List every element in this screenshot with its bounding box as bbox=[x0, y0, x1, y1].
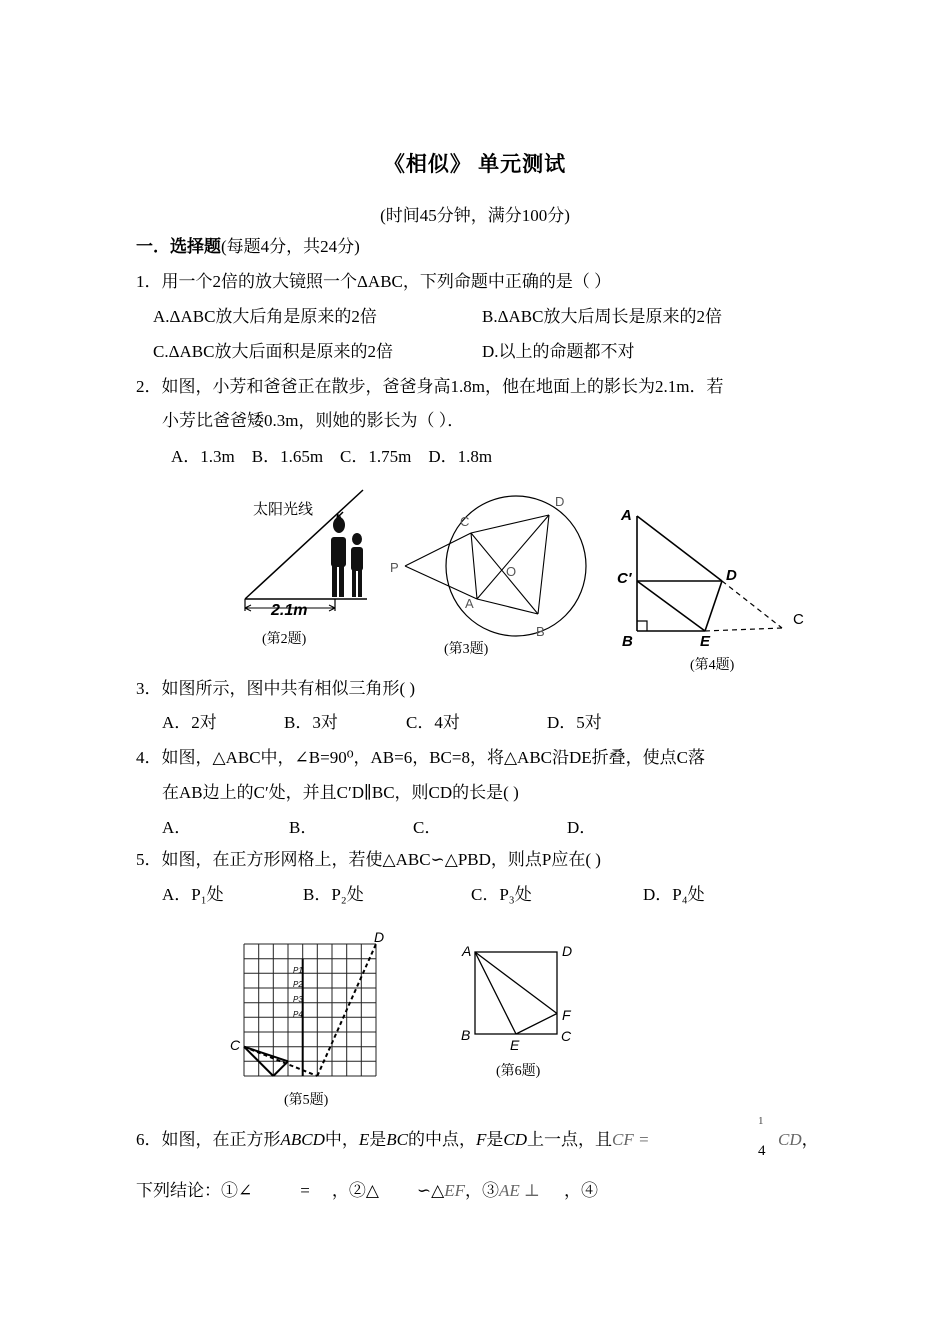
q5-option-d: D．P₄处 bbox=[643, 885, 705, 904]
point-p2: P2 bbox=[293, 980, 303, 989]
q6-text: = bbox=[300, 1181, 310, 1200]
sun-ray-label: 太阳光线 bbox=[253, 501, 314, 518]
q6-cd-2: CD bbox=[778, 1130, 802, 1149]
q4-option-d: D． bbox=[567, 818, 597, 837]
q4-option-b: B． bbox=[289, 818, 318, 837]
figure-5 bbox=[226, 928, 391, 1083]
q6-text: ，④ bbox=[564, 1181, 599, 1200]
q4-option-a: A． bbox=[162, 818, 192, 837]
q6-f: F bbox=[476, 1130, 487, 1149]
fig6-caption: (第6题) bbox=[496, 1064, 541, 1079]
point-b: B bbox=[536, 624, 545, 639]
father-figure-icon bbox=[331, 517, 346, 597]
point-a: A bbox=[465, 596, 474, 611]
point-b: B bbox=[622, 633, 633, 650]
q2-stem-line2: 小芳比爸爸矮0.3m，则她的影长为（ ）． bbox=[162, 411, 465, 430]
q6-text: 中， bbox=[324, 1130, 359, 1149]
q6-text: ∽△ bbox=[416, 1181, 445, 1200]
section-title: 一．选择题 bbox=[136, 237, 221, 256]
q6-ae-perp: AE ⊥ bbox=[499, 1181, 541, 1200]
point-c: C bbox=[460, 514, 470, 529]
figure-2 bbox=[235, 485, 375, 650]
point-d: D bbox=[562, 943, 573, 959]
q3-option-d: D．5对 bbox=[547, 713, 602, 732]
q4-stem-line2: 在AB边上的C′处，并且C′D∥BC，则CD的长是( ) bbox=[162, 783, 519, 802]
q6-text: 的中点， bbox=[408, 1130, 477, 1149]
point-p3: P3 bbox=[293, 995, 303, 1004]
point-d: D bbox=[726, 567, 737, 584]
q5-option-c: C．P₃处 bbox=[471, 885, 532, 904]
page-subtitle: (时间45分钟，满分100分) bbox=[380, 206, 570, 225]
point-f: F bbox=[562, 1007, 571, 1023]
point-c: C bbox=[793, 611, 804, 628]
q6-ef: EF bbox=[444, 1181, 466, 1200]
q6-formula-left: CF = bbox=[612, 1130, 650, 1149]
point-o: O bbox=[506, 564, 517, 579]
q6-e: E bbox=[358, 1130, 370, 1149]
q6-text: ， bbox=[801, 1130, 819, 1149]
fig4-caption: (第4题) bbox=[690, 658, 735, 673]
q3-option-c: C．4对 bbox=[406, 713, 460, 732]
page-title: 《相似》 单元测试 bbox=[383, 152, 567, 176]
point-e: E bbox=[510, 1037, 520, 1053]
q5-stem: 5．如图，在正方形网格上，若使△ABC∽△PBD，则点P应在( ) bbox=[136, 850, 601, 869]
q6-stem-line2 bbox=[136, 1180, 598, 1202]
q1-option-d: D.以上的命题都不对 bbox=[482, 342, 635, 361]
point-p4: P4 bbox=[293, 1010, 303, 1019]
point-d: D bbox=[374, 929, 385, 945]
q6-bc: BC bbox=[386, 1130, 409, 1149]
q6-fraction-denominator: 4 bbox=[758, 1143, 766, 1159]
point-a: A bbox=[462, 943, 472, 959]
q4-stem-line1: 4．如图，△ABC中，∠B=90⁰，AB=6，BC=8，将△ABC沿DE折叠，使点C落 bbox=[136, 748, 706, 767]
q6-text: ，③ bbox=[465, 1181, 500, 1200]
fig2-caption: (第2题) bbox=[262, 632, 307, 647]
fig3-caption: (第3题) bbox=[444, 642, 489, 657]
q1-stem: 1．用一个2倍的放大镜照一个ΔABC，下列命题中正确的是（ ） bbox=[136, 272, 612, 291]
q6-stem-line1 bbox=[136, 1129, 649, 1151]
q6-text: 6．如图，在正方形 bbox=[136, 1130, 281, 1149]
shadow-length-label: 2.1m bbox=[271, 602, 308, 619]
q3-option-b: B．3对 bbox=[284, 713, 338, 732]
q6-fraction-numerator: 1 bbox=[758, 1115, 764, 1127]
q2-stem-line1: 2．如图，小芳和爸爸正在散步，爸爸身高1.8m，他在地面上的影长为2.1m．若 bbox=[136, 377, 724, 396]
q4-option-c: C． bbox=[413, 818, 442, 837]
point-b: B bbox=[461, 1027, 471, 1043]
q3-option-a: A．2对 bbox=[162, 713, 217, 732]
q1-option-c: C.ΔABC放大后面积是原来的2倍 bbox=[153, 342, 393, 361]
point-c-prime: C′ bbox=[617, 570, 632, 587]
point-p: P bbox=[390, 560, 399, 575]
q6-text: 是 bbox=[486, 1130, 504, 1149]
q6-text: 下列结论：①∠ bbox=[136, 1181, 253, 1200]
fig5-caption: (第5题) bbox=[284, 1093, 329, 1108]
q6-formula-right bbox=[778, 1129, 819, 1151]
figure-4 bbox=[610, 498, 820, 653]
q1-option-b: B.ΔABC放大后周长是原来的2倍 bbox=[482, 307, 722, 326]
figure-3 bbox=[383, 488, 593, 648]
daughter-figure-icon bbox=[351, 533, 363, 597]
point-d: D bbox=[555, 494, 565, 509]
q6-text: 上一点，且 bbox=[527, 1130, 613, 1149]
q1-option-a: A.ΔABC放大后角是原来的2倍 bbox=[153, 307, 377, 326]
point-c: C bbox=[561, 1028, 572, 1044]
q6-abcd: ABCD bbox=[280, 1130, 325, 1149]
q2-options: A．1.3m B．1.65m C．1.75m D．1.8m bbox=[171, 447, 493, 466]
q5-option-b: B．P₂处 bbox=[303, 885, 364, 904]
q5-option-a: A．P₁处 bbox=[162, 885, 224, 904]
point-p1: P1 bbox=[293, 966, 303, 975]
grid bbox=[244, 944, 376, 1076]
q3-stem: 3．如图所示，图中共有相似三角形( ) bbox=[136, 679, 416, 698]
section-heading bbox=[136, 236, 360, 258]
point-c: C bbox=[230, 1037, 241, 1053]
q6-text: ，②△ bbox=[331, 1181, 379, 1200]
figure-6 bbox=[455, 938, 585, 1053]
q6-text: 是 bbox=[369, 1130, 387, 1149]
point-a: A bbox=[621, 507, 632, 524]
point-e: E bbox=[700, 633, 711, 650]
q6-cd: CD bbox=[503, 1130, 528, 1149]
section-note: (每题4分，共24分) bbox=[221, 237, 360, 256]
